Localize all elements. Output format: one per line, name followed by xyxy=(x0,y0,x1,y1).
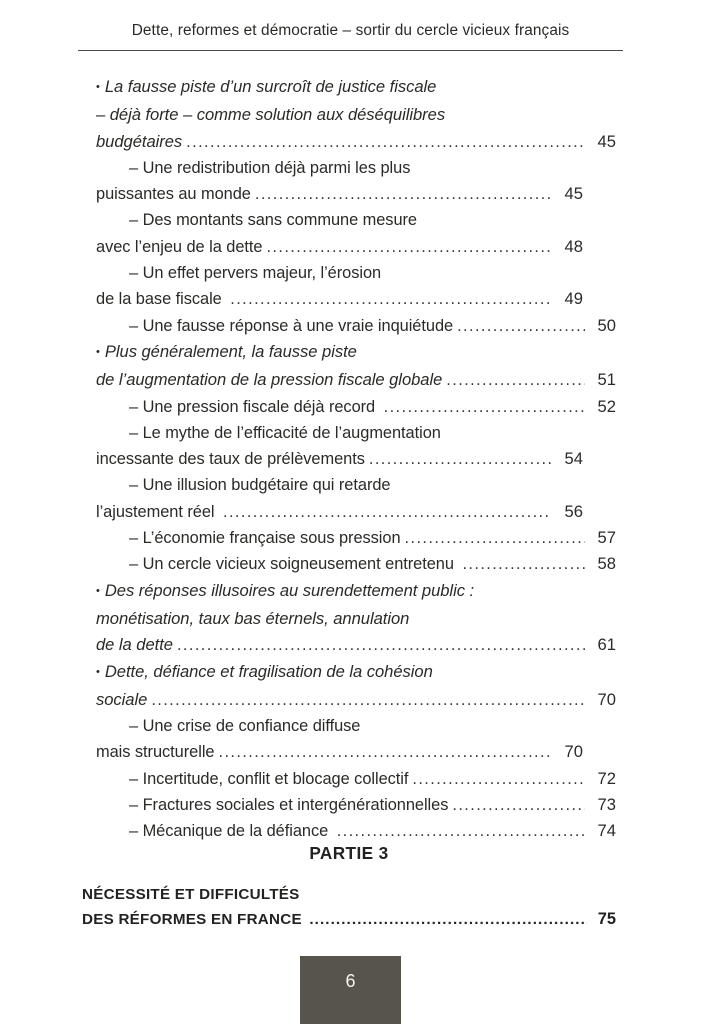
dot-leader xyxy=(218,740,552,765)
toc-entry-line xyxy=(129,313,616,339)
bullet-icon: • xyxy=(96,81,100,93)
toc-entry-text: monétisation, taux bas éternels, annulation xyxy=(96,608,410,628)
toc-entry[interactable] xyxy=(96,792,616,818)
part-subtitle xyxy=(82,882,616,933)
toc-page-number: 54 xyxy=(564,449,583,469)
dot-leader xyxy=(384,395,585,420)
bullet-icon: • xyxy=(96,345,100,358)
toc-entry-line xyxy=(96,739,583,765)
toc-page-number: 72 xyxy=(597,768,616,788)
toc-entry-text: budgétaires xyxy=(96,131,183,151)
dot-leader xyxy=(255,182,552,207)
bullet-icon: • xyxy=(96,584,100,597)
dot-leader xyxy=(230,287,552,312)
toc-entry-text: – Une pression fiscale déjà record xyxy=(129,397,380,416)
dot-leader xyxy=(266,235,552,260)
toc-entry-text: – L’économie française sous pression xyxy=(129,529,401,548)
running-head xyxy=(78,20,623,42)
toc-page-number: 56 xyxy=(564,501,583,521)
toc-page-number: 50 xyxy=(597,315,616,335)
part-subtitle-line xyxy=(82,882,616,907)
toc-entry-text: La fausse piste d’un surcroît de justice fiscale xyxy=(104,77,437,96)
toc-entry-line xyxy=(96,446,583,472)
bullet-icon: • xyxy=(96,665,100,678)
toc-entry-text: de la base fiscale xyxy=(96,290,227,309)
toc-entry[interactable] xyxy=(96,713,616,766)
toc-entry[interactable] xyxy=(96,551,616,577)
part-subtitle-text: NÉCESSITÉ ET DIFFICULTÉS xyxy=(82,886,300,903)
toc-entry[interactable] xyxy=(96,155,616,208)
dot-leader xyxy=(186,130,585,155)
toc-entry[interactable] xyxy=(96,74,616,155)
toc-entry[interactable] xyxy=(96,313,616,339)
toc-entry-text: Des réponses illusoires au surendettement public : xyxy=(104,580,475,600)
toc-entry-line xyxy=(96,499,583,525)
toc-entry-text: de l’augmentation de la pression fiscale globale xyxy=(96,370,443,390)
toc-entry-line xyxy=(96,687,616,713)
toc-entry[interactable] xyxy=(96,578,616,659)
toc-page-number: 58 xyxy=(597,554,616,574)
toc-entry[interactable] xyxy=(96,394,616,420)
toc-entry-text: incessante des taux de prélèvements xyxy=(96,450,365,469)
toc-entry-line xyxy=(96,102,616,128)
part-subtitle-line xyxy=(82,907,616,932)
toc-entry[interactable] xyxy=(96,766,616,792)
toc-entry[interactable] xyxy=(96,472,616,525)
toc-page-number: 61 xyxy=(597,635,616,655)
toc-entry-line xyxy=(96,632,616,658)
toc-entry-line xyxy=(129,260,616,286)
dot-leader xyxy=(452,793,585,818)
toc-entry-text: avec l’enjeu de la dette xyxy=(96,237,263,256)
toc-page-number: 57 xyxy=(597,528,616,548)
dot-leader xyxy=(369,447,552,472)
header-divider xyxy=(78,50,623,51)
part-heading-block xyxy=(82,840,616,933)
toc-page-number: 52 xyxy=(597,396,616,416)
toc-page-number: 45 xyxy=(597,131,616,151)
toc-entry-line xyxy=(129,792,616,818)
toc-entry[interactable] xyxy=(96,525,616,551)
toc-page-number: 51 xyxy=(597,370,616,390)
toc-entry-text: Dette, défiance et fragilisation de la cohésion xyxy=(104,661,433,681)
toc-entry-text: – Un cercle vicieux soigneusement entretenu xyxy=(129,555,459,574)
toc-entry-line xyxy=(96,181,583,207)
toc-entry-line xyxy=(96,74,616,102)
toc-entry-line xyxy=(96,578,616,606)
table-of-contents xyxy=(96,74,616,845)
toc-entry[interactable] xyxy=(96,339,616,394)
toc-entry-line xyxy=(96,659,616,687)
folio-number: 6 xyxy=(345,971,356,991)
toc-entry[interactable] xyxy=(96,659,616,714)
toc-entry-text: puissantes au monde xyxy=(96,185,251,204)
toc-entry-line xyxy=(129,551,616,577)
dot-leader xyxy=(151,688,585,713)
toc-entry-line xyxy=(96,286,583,312)
toc-page-number: 73 xyxy=(597,795,616,815)
toc-entry-text: sociale xyxy=(96,689,148,709)
toc-entry-line xyxy=(96,339,616,367)
toc-entry-text: – Une fausse réponse à une vraie inquiétude xyxy=(129,316,454,335)
toc-entry-line xyxy=(129,207,616,233)
toc-page-number: 70 xyxy=(597,689,616,709)
toc-entry-text: mais structurelle xyxy=(96,743,215,762)
toc-entry-line xyxy=(96,129,616,155)
toc-entry-text: – Un effet pervers majeur, l’érosion xyxy=(129,264,382,283)
dot-leader xyxy=(446,368,585,393)
dot-leader xyxy=(177,633,585,658)
toc-entry-text: – Une crise de confiance diffuse xyxy=(129,717,361,736)
toc-entry-line xyxy=(96,234,583,260)
toc-entry-text: – Le mythe de l’efficacité de l’augmentation xyxy=(129,423,441,442)
toc-entry-text: – Fractures sociales et intergénérationnelles xyxy=(129,796,449,815)
toc-entry-line xyxy=(96,367,616,393)
toc-entry-text: – Des montants sans commune mesure xyxy=(129,211,417,230)
toc-entry-line xyxy=(129,525,616,551)
toc-entry[interactable] xyxy=(96,260,616,313)
toc-entry[interactable] xyxy=(96,207,616,260)
folio-box xyxy=(300,956,401,1024)
toc-entry-line xyxy=(129,394,616,420)
toc-entry-text: de la dette xyxy=(96,635,173,655)
toc-entry-text: – Une redistribution déjà parmi les plus xyxy=(129,158,411,177)
dot-leader xyxy=(462,552,585,577)
toc-entry-text: Plus généralement, la fausse piste xyxy=(104,341,357,361)
part-subtitle-text: DES RÉFORMES EN FRANCE xyxy=(82,911,307,929)
part-title: PARTIE 3 xyxy=(309,843,389,863)
part-page-number: 75 xyxy=(597,910,616,929)
toc-entry-text: – Mécanique de la défiance xyxy=(129,822,333,841)
dot-leader xyxy=(405,526,585,551)
toc-page-number: 74 xyxy=(597,821,616,841)
toc-entry[interactable] xyxy=(96,420,616,473)
toc-entry-text: – Une illusion budgétaire qui retarde xyxy=(129,476,391,495)
dot-leader xyxy=(223,500,552,525)
toc-entry-text: – Incertitude, conflit et blocage collectif xyxy=(129,769,409,788)
toc-entry-line xyxy=(129,420,616,446)
toc-page-number: 45 xyxy=(564,184,583,204)
toc-entry-line xyxy=(129,766,616,792)
toc-page-number: 49 xyxy=(564,289,583,309)
toc-entry-line xyxy=(129,472,616,498)
toc-page-number: 48 xyxy=(564,236,583,256)
toc-entry-line xyxy=(129,713,616,739)
toc-entry-text: l’ajustement réel xyxy=(96,502,219,521)
dot-leader xyxy=(309,907,587,932)
toc-entry-text: – déjà forte – comme solution aux déséquilibres xyxy=(96,105,446,125)
dot-leader xyxy=(457,314,585,339)
running-head-text: Dette, reformes et démocratie – sortir du cercle vicieux français xyxy=(131,22,570,39)
dot-leader xyxy=(412,767,585,792)
toc-page-number: 70 xyxy=(564,742,583,762)
toc-entry-line xyxy=(129,155,616,181)
toc-entry-line xyxy=(96,606,616,632)
